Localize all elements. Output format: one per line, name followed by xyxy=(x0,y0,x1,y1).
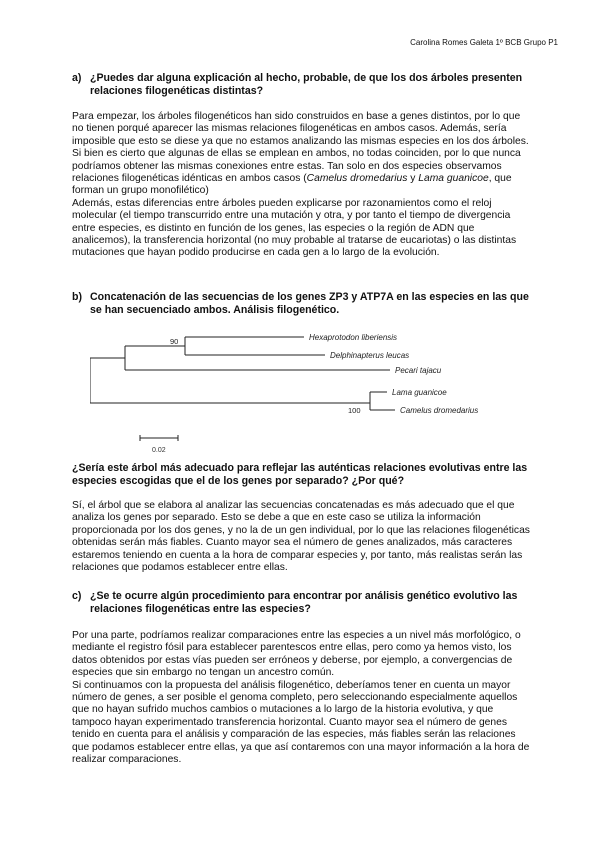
question-b-followup: ¿Sería este árbol más adecuado para reflejar las auténticas relaciones evolutivas entre las especies escogidas que el de los genes por separado? ¿Por qué? xyxy=(72,462,528,487)
answer-a xyxy=(72,111,534,260)
answer-a-paragraph-2: Además, estas diferencias entre árboles pueden explicarse por razonamientos como el reloj molecular (el tiempo transcurrido entre una mutación y otra, y por tanto el tiempo de divergencia entre especies, es distinto en función de los genes, las especies o la región de ADN que analicemos), la transferencia horizontal (no muy probable al tratarse de eucariotas) o las distintas mutaciones que hayan podido producirse en cada gen a lo largo de la evolución. xyxy=(72,197,517,259)
bootstrap-90: 90 xyxy=(170,337,179,346)
answer-a-text-1: Para empezar, los árboles filogenéticos han sido construidos en base a genes distintos, por lo que no tienen porqué aparecer las mismas relaciones filogenéticas en ambos casos. Además, sería imposible que esto se diese ya que no estamos analizando las mismas especies en los dos árboles. Si bien es cierto que algunas de ellas se emplean en ambos, no todas coinciden, por lo que nunca podríamos obtener las mismas conexiones entre estas. Tan solo en dos especies observamos relaciones filogenéticas idénticas en ambos casos ( xyxy=(72,111,529,185)
species-camelus: Camelus dromedarius xyxy=(306,173,408,185)
phylogenetic-tree-svg xyxy=(90,331,540,453)
answer-b xyxy=(72,500,534,574)
answer-a-text-2: , que forman un grupo monofilético) xyxy=(72,173,512,197)
question-b-text: Concatenación de las secuencias de los genes ZP3 y ATP7A en las especies en las que se han secuenciado ambos. Análisis filogenético. xyxy=(90,291,529,316)
answer-a-paragraph-1 xyxy=(72,111,534,198)
question-c-text: ¿Se te ocurre algún procedimiento para encontrar por análisis genético evolutivo las relaciones filogenéticas entre las especies? xyxy=(90,590,518,615)
document-header: Carolina Romes Galeta 1º BCB Grupo P1 xyxy=(410,38,558,47)
taxon-lama: Lama guanicoe xyxy=(392,388,447,397)
question-a-label: a) xyxy=(72,72,82,84)
answer-a-connector: y xyxy=(407,173,419,185)
taxon-camelus: Camelus dromedarius xyxy=(400,406,479,415)
question-a-text: ¿Puedes dar alguna explicación al hecho, probable, de que los dos árboles presenten relaciones filogenéticas distintas? xyxy=(90,72,523,97)
question-b xyxy=(72,291,530,317)
taxon-pecari: Pecari tajacu xyxy=(395,366,442,375)
phylogenetic-tree xyxy=(90,331,540,453)
bootstrap-100: 100 xyxy=(348,406,361,415)
taxon-hexaprotodon: Hexaprotodon liberiensis xyxy=(309,333,398,342)
question-c-label: c) xyxy=(72,590,82,602)
species-lama: Lama guanicoe xyxy=(418,173,489,185)
question-b-label: b) xyxy=(72,291,82,303)
taxon-delphinapterus: Delphinapterus leucas xyxy=(330,351,410,360)
scale-bar-label: 0.02 xyxy=(152,447,166,453)
answer-c-paragraph-2: Si continuamos con la propuesta del análisis filogenético, deberíamos tener en cuenta un mayor número de genes, a ser posible el genoma completo, pero seleccionando especialmente aquellos que no hayan sufrido muchos cambios o mutaciones a lo largo de la historia evolutiva, y que tampoco hayan experimentado transferencia horizontal. Cuanto mayor sea el número de genes tenido en cuenta para el análisis y comparación de las especies, más fiables serán las relaciones que podamos establecer entre ellas, ya que así contaremos con una mayor información a la hora de realizar comparaciones. xyxy=(72,679,530,766)
answer-c-paragraph-1: Por una parte, podríamos realizar comparaciones entre las especies a un nivel más morfológico, o mediante el registro fósil para establecer parentescos entre ellas, pero como ya hemos visto, los datos obtenidos por estas vías pueden ser erróneos y deberse, por ejemplo, a convergencias de especies que sin embargo no tengan un ancestro común. xyxy=(72,630,521,679)
answer-b-paragraph: Sí, el árbol que se elabora al analizar las secuencias concatenadas es más adecuado que el que analiza los genes por separado. Esto se debe a que en este caso se utiliza la información proporcionada por los dos genes, y no la de un gen individual, por lo que las relaciones filogenéticas obtenidas serán más fiables. Cuanto mayor sea el número de genes analizados, más caracteres estaremos teniendo en cuenta a la hora de comparar especies y, por tanto, más realistas serán las relaciones que podamos establecer entre ellas. xyxy=(72,500,530,574)
answer-c xyxy=(72,630,534,766)
question-c xyxy=(72,590,530,616)
question-a xyxy=(72,72,530,98)
